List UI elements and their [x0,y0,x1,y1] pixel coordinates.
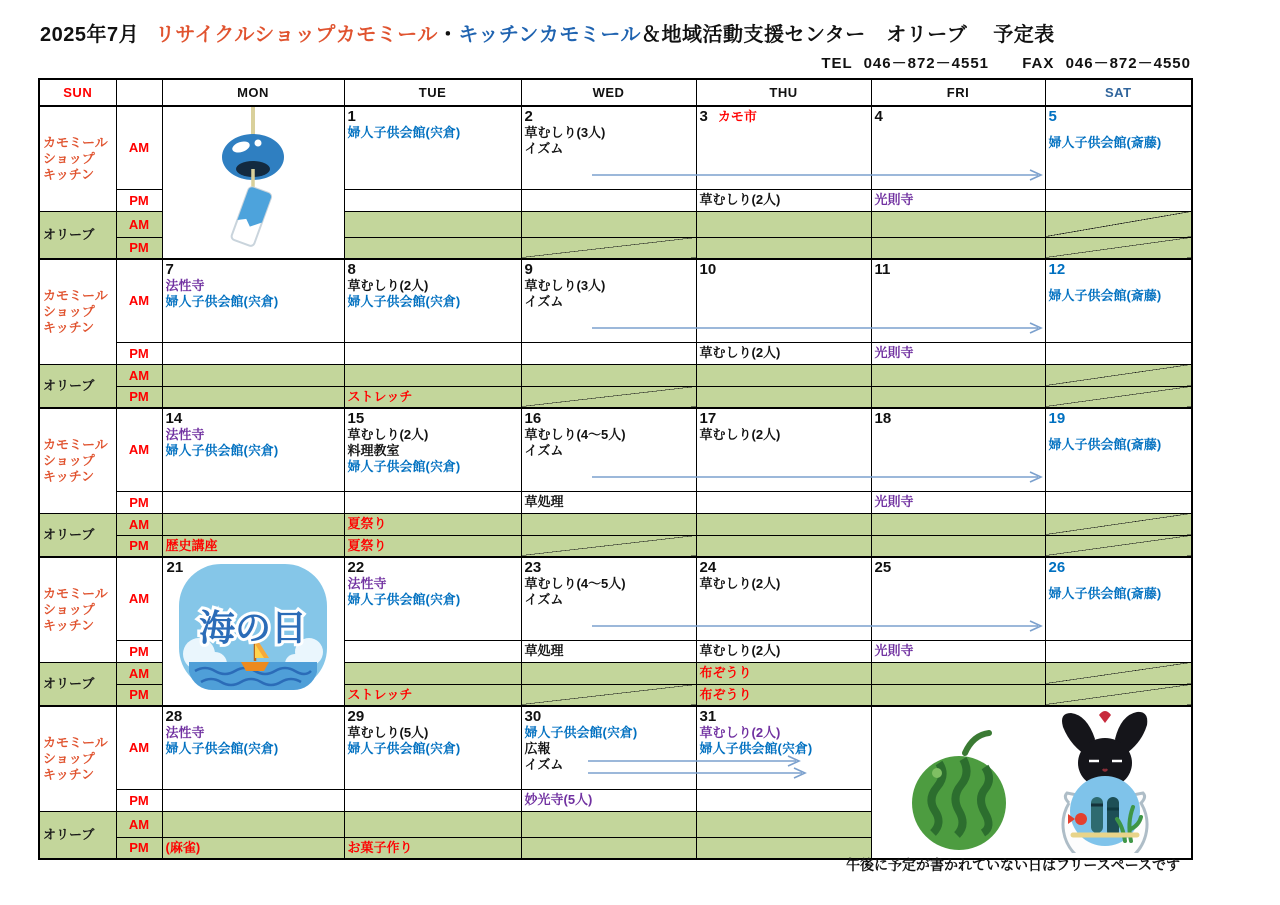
date-number: 22 [347,559,365,576]
header-wed: WED [521,79,696,106]
cell-w3-tue-am [344,408,521,491]
row-label-kamomiru-w2 [39,259,116,364]
event-entry: 光則寺 [874,494,914,509]
event-entry: 光則寺 [874,643,914,658]
date-line [700,261,868,278]
cell-w3-thu-olive-am [696,513,871,535]
event-entry: 法性寺 [165,278,205,293]
cell-w4-wed-am [521,557,696,640]
event-entry: 婦人子供会館(斎藤) [1048,437,1162,452]
event-entry: 草むしり(2人) [699,427,781,442]
cell-w4-tue-am [344,557,521,640]
cell-w1-fri-olive-am [871,211,1045,237]
event-entry: 草むしり(2人) [347,278,429,293]
page-title [40,18,1055,47]
cell-w5-tue-olive-am [344,811,521,837]
event-entry: 草むしり(2人) [347,427,429,442]
pm-label-w4: PM [116,640,162,662]
event-entry: 婦人子供会館(斎藤) [1048,586,1162,601]
windchime-illustration [173,107,333,253]
event-entry: 婦人子供会館(宍倉) [165,294,279,309]
cell-w1-wed-pm [521,189,696,211]
cell-w2-wed-olive-pm [521,386,696,408]
cell-w4-thu-am [696,557,871,640]
date-number: 10 [699,261,717,278]
cell-w4-sat-pm [1045,640,1192,662]
cell-w4-sat-am [1045,557,1192,640]
title-separator: ・ [437,24,459,46]
cell-w5-mon-pm [162,789,344,811]
cell-w4-mon-illustration [162,557,344,706]
row-label-olive-w2: オリーブ [39,364,116,408]
cell-w4-thu-pm [696,640,871,662]
event-entry: 婦人子供会館(宍倉) [165,741,279,756]
svg-text:海の日: 海の日 [198,607,308,648]
cell-w1-thu-pm [696,189,871,211]
event-entry: 婦人子供会館(宍倉) [347,459,461,474]
title-month: 2025年7月 [40,24,140,46]
cell-w2-thu-pm [696,342,871,364]
row-label-line: ショップ [43,750,95,766]
title-olive-center: ＆地域活動支援センター オリーブ [641,24,968,46]
date-line [525,559,693,576]
event-entry: 草むしり(5人) [347,725,429,740]
event-entry: 料理教室 [347,443,400,458]
event-entry: 婦人子供会館(斎藤) [1048,288,1162,303]
cell-w2-fri-pm [871,342,1045,364]
cell-w3-mon-olive-pm [162,535,344,557]
header-spacer [116,79,162,106]
olive-pm-label-w2: PM [116,386,162,408]
cell-w2-sat-olive-pm [1045,386,1192,408]
event-entry: 草むしり(2人) [699,576,781,591]
cell-w4-fri-am [871,557,1045,640]
cell-w3-thu-olive-pm [696,535,871,557]
row-label-line: カモミール [43,134,108,150]
date-line [700,559,868,576]
event-entry: イズム [524,592,564,607]
date-line [875,410,1042,427]
cell-w2-fri-olive-pm [871,386,1045,408]
cell-w3-mon-am [162,408,344,491]
cell-w2-thu-olive-pm [696,386,871,408]
watermelon-rabbit-illustration [873,707,1189,853]
cell-w3-wed-pm [521,491,696,513]
event-entry: 婦人子供会館(宍倉) [347,592,461,607]
cell-w1-wed-olive-am [521,211,696,237]
cell-w1-thu-olive-pm [696,237,871,259]
date-number: 28 [165,708,183,725]
am-label-w1: AM [116,106,162,189]
event-entry: 草むしり(2人) [699,192,781,207]
olive-pm-label-w1: PM [116,237,162,259]
date-line [348,108,518,125]
cell-w2-wed-olive-am [521,364,696,386]
date-number: 16 [524,410,542,427]
am-label-w4: AM [116,557,162,640]
cell-w3-fri-olive-pm [871,535,1045,557]
cell-w3-mon-pm [162,491,344,513]
date-number: 15 [347,410,365,427]
cell-w1-sat-olive-pm [1045,237,1192,259]
cell-w1-wed-am [521,106,696,189]
date-number: 9 [524,261,533,278]
event-entry: 法性寺 [165,427,205,442]
row-label-line: ショップ [43,150,95,166]
event-entry: イズム [524,294,564,309]
date-line [875,108,1042,125]
cell-w2-tue-pm [344,342,521,364]
date-number: 30 [524,708,542,725]
cell-w3-thu-am [696,408,871,491]
event-entry: 夏祭り [347,516,387,531]
date-line [1049,261,1189,278]
date-line [525,410,693,427]
olive-pm-label-w5: PM [116,837,162,859]
cell-w2-mon-pm [162,342,344,364]
date-number: 4 [874,108,883,125]
cell-w3-fri-am [871,408,1045,491]
row-label-olive-w4: オリーブ [39,662,116,706]
date-number: 24 [699,559,717,576]
event-entry: 婦人子供会館(宍倉) [347,125,461,140]
olive-am-label-w3: AM [116,513,162,535]
row-label-line: カモミール [43,287,108,303]
date-line [348,261,518,278]
cell-w3-tue-pm [344,491,521,513]
event-entry: 布ぞうり [699,686,752,702]
cell-w3-thu-pm [696,491,871,513]
date-number: 3 [699,108,708,125]
pm-label-w1: PM [116,189,162,211]
date-number: 18 [874,410,892,427]
cell-w3-sat-am [1045,408,1192,491]
event-entry: 法性寺 [165,725,205,740]
event-entry: 婦人子供会館(宍倉) [524,725,638,740]
date-number: 8 [347,261,356,278]
cell-w5-mon-am [162,706,344,789]
cell-w5-thu-pm [696,789,871,811]
row-label-kamomiru-w3 [39,408,116,513]
date-line [1049,559,1189,576]
cell-w1-sat-pm [1045,189,1192,211]
header-sat: SAT [1045,79,1192,106]
cell-w1-fri-am [871,106,1045,189]
event-entry: 草むしり(2人) [699,725,781,740]
cell-w4-wed-olive-pm [521,684,696,706]
cell-w1-tue-olive-am [344,211,521,237]
event-entry: 妙光寺(5人) [524,792,593,807]
pm-label-w3: PM [116,491,162,513]
date-number: 29 [347,708,365,725]
date-line [700,410,868,427]
fax-label: FAX [1022,55,1055,72]
cell-w2-fri-am [871,259,1045,342]
row-label-line: キッチン [43,766,95,782]
date-line [348,559,518,576]
date-number: 23 [524,559,542,576]
header-tue: TUE [344,79,521,106]
cell-w2-mon-olive-pm [162,386,344,408]
date-number: 17 [699,410,717,427]
marine-day-illustration [165,558,341,700]
cell-w2-wed-pm [521,342,696,364]
date-number: 19 [1048,410,1066,427]
date-line [166,410,341,427]
cell-w4-wed-pm [521,640,696,662]
am-label-w2: AM [116,259,162,342]
tel-number: 046－872－4551 [863,55,990,72]
cell-w5-wed-pm [521,789,696,811]
cell-w1-sat-olive-am [1045,211,1192,237]
row-label-kamomiru-w4 [39,557,116,662]
cell-w5-tue-am [344,706,521,789]
event-entry: イズム [524,757,564,772]
event-entry: 婦人子供会館(宍倉) [699,741,813,756]
row-label-olive-w3: オリーブ [39,513,116,557]
date-line [348,708,518,725]
cell-w4-sat-olive-pm [1045,684,1192,706]
cell-w5-fri-illustration [871,706,1192,859]
cell-w2-fri-olive-am [871,364,1045,386]
footnote: 午後に予定が書かれていない日はフリースペースです [845,857,1180,873]
event-entry: 草むしり(4～5人) [524,427,626,442]
cell-w5-thu-am [696,706,871,789]
row-label-line: カモミール [43,585,108,601]
event-entry: ストレッチ [347,388,413,404]
event-entry: 光則寺 [874,192,914,207]
date-line [525,108,693,125]
date-line [166,261,341,278]
cell-w4-fri-olive-am [871,662,1045,684]
row-label-line: キッチン [43,166,95,182]
date-number: 1 [347,108,356,125]
cell-w1-thu-olive-am [696,211,871,237]
olive-pm-label-w3: PM [116,535,162,557]
title-suffix: 予定表 [993,24,1055,46]
date-number: 11 [874,261,891,278]
header-mon: MON [162,79,344,106]
date-line [348,410,518,427]
date-number: 7 [165,261,174,278]
event-entry: 草むしり(2人) [699,643,781,658]
cell-w3-wed-olive-am [521,513,696,535]
cell-w5-tue-pm [344,789,521,811]
cell-w1-tue-olive-pm [344,237,521,259]
date-line [875,559,1042,576]
title-kitchen: キッチンカモミール [458,24,642,46]
cell-w2-sat-am [1045,259,1192,342]
date-line [525,708,693,725]
cell-w3-sat-pm [1045,491,1192,513]
cell-w2-wed-am [521,259,696,342]
cell-w2-tue-olive-pm [344,386,521,408]
olive-am-label-w4: AM [116,662,162,684]
cell-w1-wed-olive-pm [521,237,696,259]
cell-w4-thu-olive-pm [696,684,871,706]
cell-w1-thu-am [696,106,871,189]
date-line [700,708,868,725]
date-number: 5 [1048,108,1057,125]
header-sun: SUN [39,79,116,106]
cell-w2-tue-am [344,259,521,342]
event-entry: 布ぞうり [699,665,752,680]
event-entry: 歴史講座 [165,537,218,553]
cell-w5-mon-olive-am [162,811,344,837]
contact-line [38,52,1191,73]
cell-w4-fri-pm [871,640,1045,662]
event-entry: (麻雀) [165,839,201,855]
date-number: 31 [699,708,717,725]
event-entry: 法性寺 [347,576,387,591]
olive-pm-label-w4: PM [116,684,162,706]
title-recycle-shop: リサイクルショップカモミール [155,24,438,46]
cell-w1-fri-pm [871,189,1045,211]
date-number: 12 [1048,261,1066,278]
event-entry: 光則寺 [874,345,914,360]
event-entry: イズム [524,443,564,458]
cell-w5-thu-olive-am [696,811,871,837]
cell-w4-tue-olive-pm [344,684,521,706]
date-line [1049,410,1189,427]
cell-w2-mon-am [162,259,344,342]
date-number: 2 [524,108,533,125]
cell-w2-mon-olive-am [162,364,344,386]
cell-w4-wed-olive-am [521,662,696,684]
event-entry: 婦人子供会館(宍倉) [347,294,461,309]
event-entry: 婦人子供会館(宍倉) [165,443,279,458]
date-line [875,261,1042,278]
cell-w1-tue-pm [344,189,521,211]
cell-w1-fri-olive-pm [871,237,1045,259]
date-line [1049,108,1189,125]
olive-am-label-w5: AM [116,811,162,837]
row-label-line: カモミール [43,734,108,750]
cell-w5-wed-am [521,706,696,789]
date-number: 14 [165,410,183,427]
header-thu: THU [696,79,871,106]
cell-w3-mon-olive-am [162,513,344,535]
cell-w5-wed-olive-am [521,811,696,837]
date-line [525,261,693,278]
date-number: 26 [1048,559,1066,576]
schedule-table [38,78,1193,860]
cell-w2-tue-olive-am [344,364,521,386]
header-fri: FRI [871,79,1045,106]
row-label-line: ショップ [43,601,95,617]
cell-w3-fri-pm [871,491,1045,513]
cell-w4-tue-pm [344,640,521,662]
cell-w1-mon-illustration [162,106,344,259]
cell-w3-sat-olive-pm [1045,535,1192,557]
cell-w3-sat-olive-am [1045,513,1192,535]
row-label-kamomiru-w1 [39,106,116,211]
date-line [700,108,868,125]
cell-w2-sat-olive-am [1045,364,1192,386]
cell-w4-tue-olive-am [344,662,521,684]
event-entry: 草むしり(3人) [524,125,606,140]
event-entry: 婦人子供会館(斎藤) [1048,135,1162,150]
cell-w2-sat-pm [1045,342,1192,364]
olive-am-label-w1: AM [116,211,162,237]
event-entry: 草処理 [524,494,564,509]
event-entry: イズム [524,141,564,156]
row-label-olive-w5: オリーブ [39,811,116,859]
row-label-line: ショップ [43,303,95,319]
row-label-line: カモミール [43,436,108,452]
fax-number: 046－872－4550 [1065,55,1191,72]
event-entry: ストレッチ [347,686,413,702]
cell-w3-tue-olive-pm [344,535,521,557]
event-entry: 婦人子供会館(宍倉) [347,741,461,756]
pm-label-w2: PM [116,342,162,364]
row-label-kamomiru-w5 [39,706,116,811]
cell-w3-wed-am [521,408,696,491]
am-label-w3: AM [116,408,162,491]
event-entry: 草処理 [524,643,564,658]
cell-w3-fri-olive-am [871,513,1045,535]
event-entry: 草むしり(4～5人) [524,576,626,591]
cell-w2-thu-am [696,259,871,342]
date-number: 21 [166,559,184,576]
cell-w1-sat-am [1045,106,1192,189]
pm-label-w5: PM [116,789,162,811]
event-entry: お菓子作り [347,839,413,855]
tel-label: TEL [821,55,853,72]
date-note: カモ市 [717,109,757,124]
cell-w4-fri-olive-pm [871,684,1045,706]
event-entry: 夏祭り [347,537,387,553]
row-label-line: キッチン [43,617,95,633]
cell-w2-thu-olive-am [696,364,871,386]
row-label-line: ショップ [43,452,95,468]
date-line [166,708,341,725]
olive-am-label-w2: AM [116,364,162,386]
am-label-w5: AM [116,706,162,789]
cell-w1-tue-am [344,106,521,189]
cell-w3-wed-olive-pm [521,535,696,557]
cell-w4-sat-olive-am [1045,662,1192,684]
cell-w3-tue-olive-am [344,513,521,535]
cell-w4-thu-olive-am [696,662,871,684]
event-entry: 広報 [524,741,551,756]
row-label-line: キッチン [43,319,95,335]
row-label-olive-w1: オリーブ [39,211,116,259]
event-entry: 草むしり(3人) [524,278,606,293]
event-entry: 草むしり(2人) [699,345,781,360]
row-label-line: キッチン [43,468,95,484]
date-number: 25 [874,559,892,576]
